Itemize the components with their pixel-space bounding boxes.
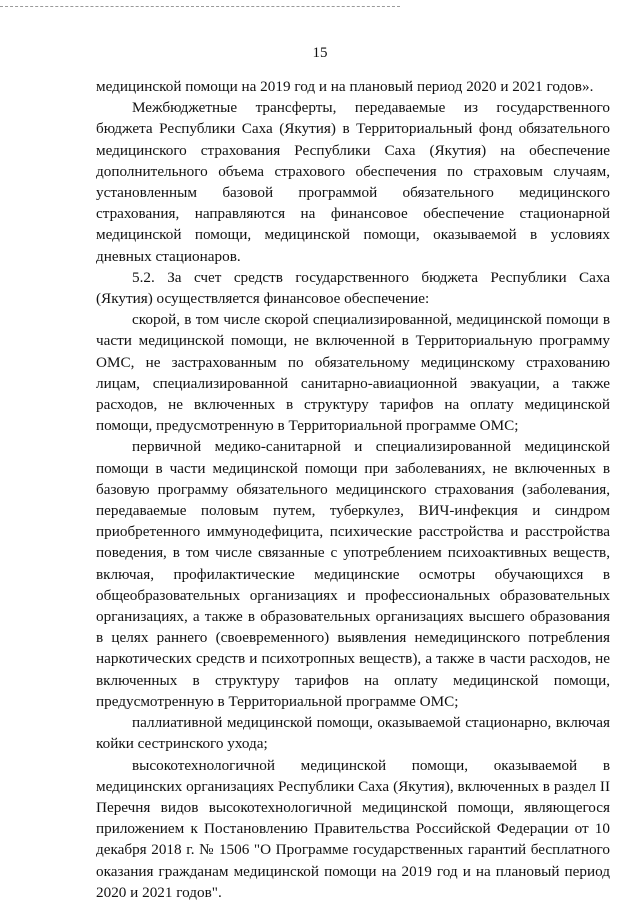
page-number: 15 xyxy=(312,45,328,61)
paragraph-interbudget-transfers: Межбюджетные трансферты, передаваемые из государственного бюджета Республики Саха (Якутия) в Территориальный фонд обязательного медицинского страхования Республики Саха (Якутия) на обеспечение дополнительного объема страхового обеспечения по страховым случаям, установленным базовой программой обязательного медицинского страхования, направляются на финансовое обеспечение стационарной медицинской помощи, медицинской помощи, оказываемой в условиях дневных стационаров. xyxy=(96,99,610,265)
paragraph-continuation: медицинской помощи на 2019 год и на плановый период 2020 и 2021 годов». xyxy=(96,78,594,95)
paragraph-emergency-care: скорой, в том числе скорой специализированной, медицинской помощи в части медицинской помощи, не включенной в Территориальную программу ОМС, не застрахованным по обязательному медицинскому страхованию лицам, специализированной санитарно-авиационной эвакуации, а также расходов, не включенных в структуру тарифов на оплату медицинской помощи, предусмотренную в Территориальной программе ОМС; xyxy=(96,311,610,435)
paragraph-high-tech-care: высокотехнологичной медицинской помощи, оказываемой в медицинских организациях Республики Саха (Якутия), включенных в раздел II Перечня видов высокотехнологичной медицинской помощи, являющегося приложением к Постановлению Правительства Российской Федерации от 10 декабря 2018 г. № 1506 "О Программе государственных гарантий бесплатного оказания гражданам медицинской помощи на 2019 год и на плановый период 2020 и 2021 годов". xyxy=(96,756,610,901)
paragraph-section-5-2: 5.2. За счет средств государственного бюджета Республики Саха (Якутия) осуществляется финансовое обеспечение: xyxy=(96,268,610,308)
paragraph-palliative-care: паллиативной медицинской помощи, оказываемой стационарно, включая койки сестринского ухода; xyxy=(96,714,610,753)
document-body xyxy=(96,76,610,903)
scan-top-rule xyxy=(0,6,400,7)
paragraph-primary-care: первичной медико-санитарной и специализированной медицинской помощи в части медицинской помощи при заболеваниях, не включенных в базовую программу обязательного медицинского страхования (заболевания, передаваемые половым путем, туберкулез, ВИЧ-инфекция и синдром приобретенного иммунодефицита, психические расстройства и расстройства поведения, в том числе связанные с употреблением психоактивных веществ, включая, профилактические медицинские осмотры обучающихся в общеобразовательных организациях и профессиональных образовательных организациях, а также в образовательных организациях высшего образования в целях раннего (своевременного) выявления немедицинского потребления наркотических средств и психотропных веществ), а также в части расходов, не включенных в структуру тарифов на оплату медицинской помощи, предусмотренную в Территориальной программе ОМС; xyxy=(96,438,610,710)
